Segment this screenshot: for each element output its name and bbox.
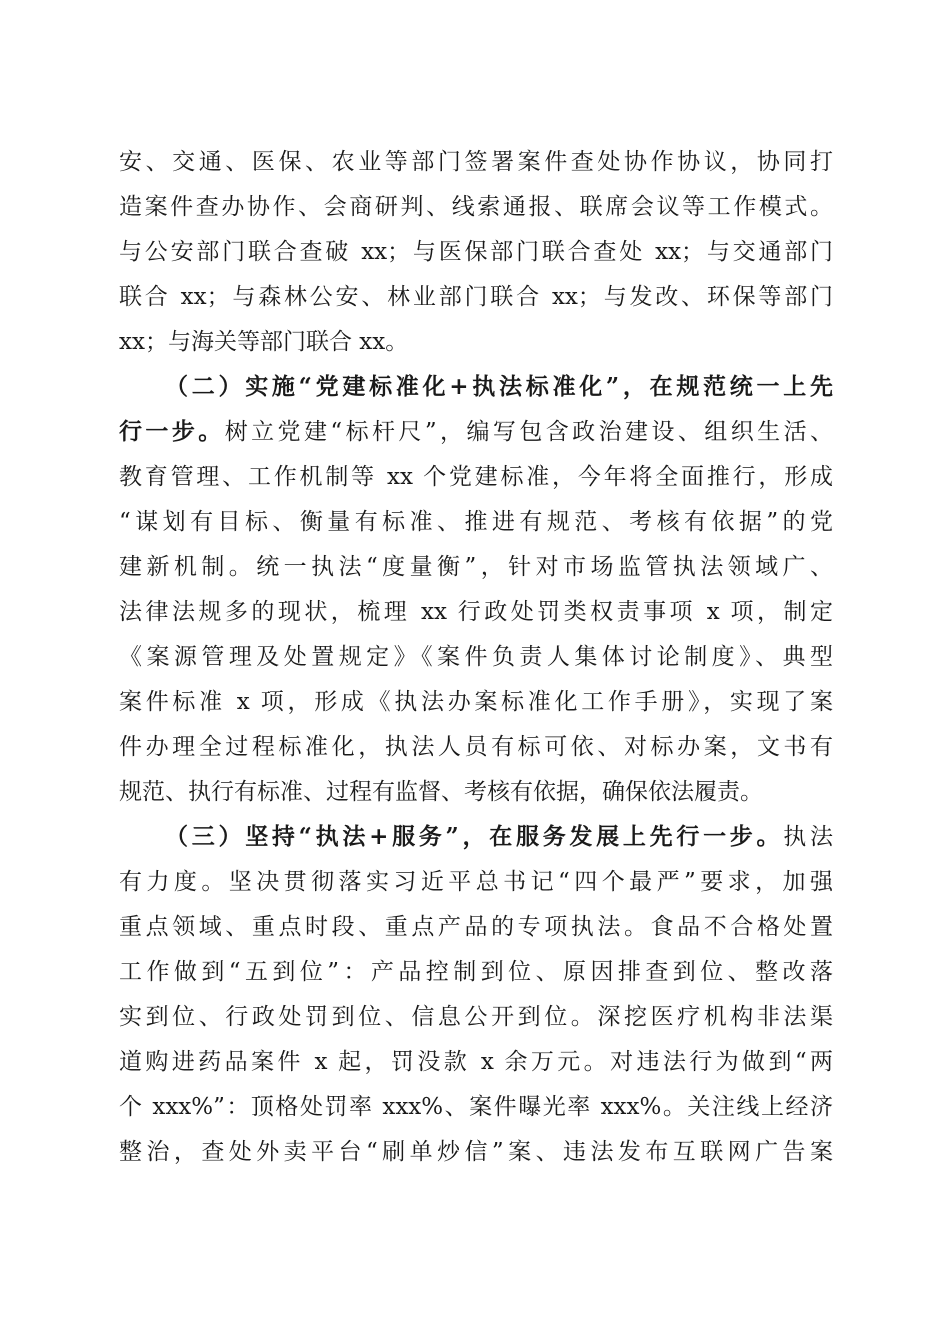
body-line-20: 实到位、行政处罚到位、信息公开到位。深挖医疗机构非法渠 [119,1004,833,1030]
body-line-9: “谋划有目标、衡量有标准、推进有规范、考核有依据”的党 [119,509,833,535]
section-heading-3: （三）坚持“执法+服务”，在服务发展上先行一步。执法 [165,823,833,850]
body-line-10: 建新机制。统一执法“度量衡”，针对市场监管执法领域广、 [119,554,833,580]
body-line-3: 与公安部门联合查破 xx；与医保部门联合查处 xx；与交通部门 [119,239,833,265]
heading-text: （三）坚持“执法+服务”，在服务发展上先行一步。 [165,823,784,850]
body-line-8: 教育管理、工作机制等 xx 个党建标准，今年将全面推行，形成 [119,464,833,490]
body-line-15: 规范、执行有标准、过程有监督、考核有依据，确保依法履责。 [119,779,763,805]
body-line-23: 整治，查处外卖平台“刷单炒信”案、违法发布互联网广告案 [119,1139,833,1165]
heading-text-end: 行一步。 [119,418,225,445]
body-line-11: 法律法规多的现状，梳理 xx 行政处罚类权责事项 x 项，制定 [119,599,833,625]
heading-text: （二）实施“党建标准化+执法标准化”，在规范统一上先 [165,373,833,400]
body-line-21: 道购进药品案件 x 起，罚没款 x 余万元。对违法行为做到“两 [119,1049,833,1075]
body-line-13: 案件标准 x 项，形成《执法办案标准化工作手册》，实现了案 [119,689,833,715]
body-line-18: 重点领域、重点时段、重点产品的专项执法。食品不合格处置 [119,914,833,940]
body-line-5: xx；与海关等部门联合 xx。 [119,329,409,355]
body-line-2: 造案件查办协作、会商研判、线索通报、联席会议等工作模式。 [119,194,833,220]
body-line-19: 工作做到“五到位”：产品控制到位、原因排查到位、整改落 [119,959,833,985]
body-line-22: 个 xxx%”：顶格处罚率 xxx%、案件曝光率 xxx%。关注线上经济 [119,1094,833,1120]
body-line-17: 有力度。坚决贯彻落实习近平总书记“四个最严”要求，加强 [119,869,833,895]
body-line-7: 行一步。树立党建“标杆尺”，编写包含政治建设、组织生活、 [119,418,833,445]
body-line-4: 联合 xx；与森林公安、林业部门联合 xx；与发改、环保等部门 [119,284,833,310]
body-line-14: 件办理全过程标准化，执法人员有标可依、对标办案，文书有 [119,734,833,760]
body-line-1: 安、交通、医保、农业等部门签署案件查处协作协议，协同打 [119,149,833,175]
section-heading-2 [165,365,833,409]
body-line-12: 《案源管理及处置规定》《案件负责人集体讨论制度》、典型 [119,644,833,670]
